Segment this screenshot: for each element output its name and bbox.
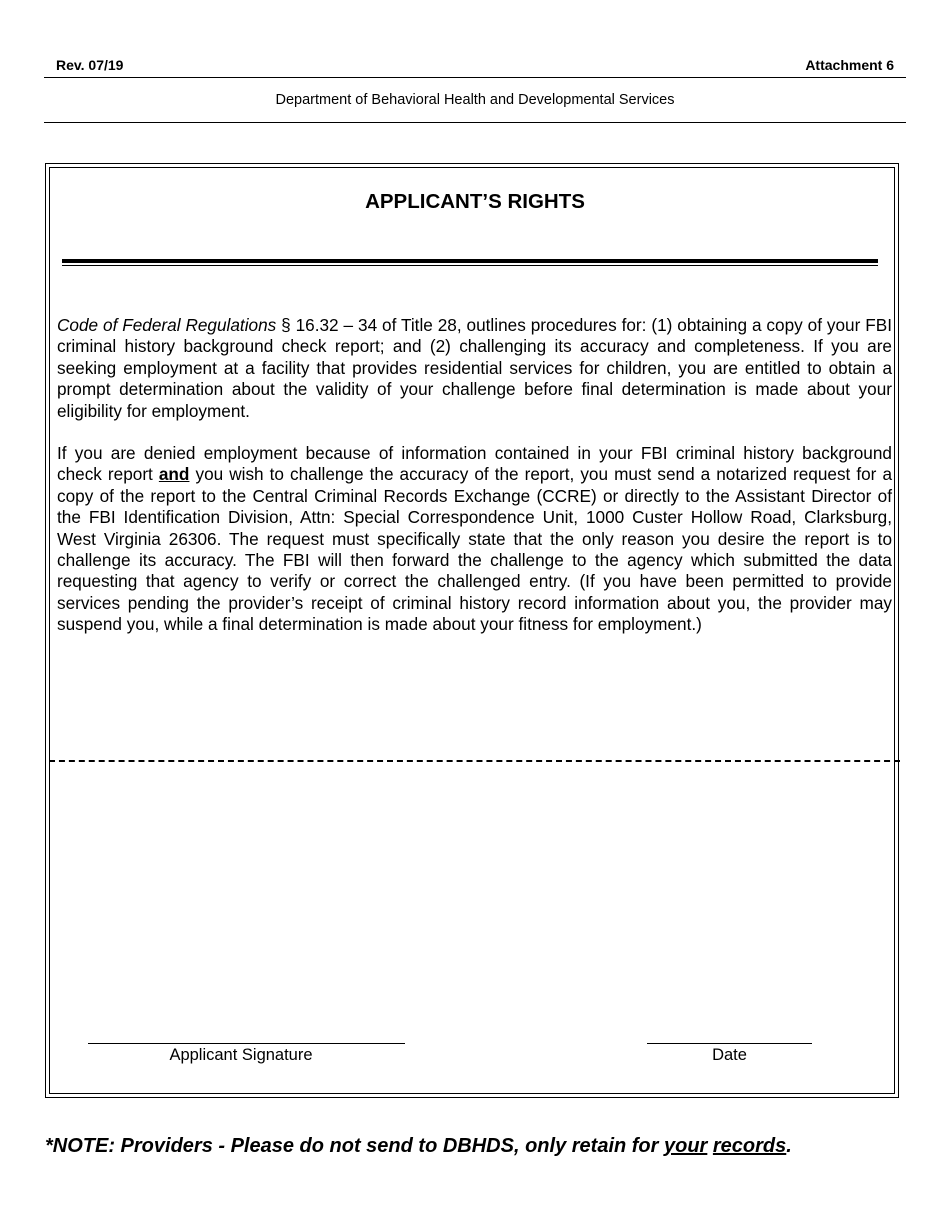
note-records: records	[712, 1135, 787, 1157]
signature-line[interactable]	[88, 1043, 405, 1044]
date-line[interactable]	[647, 1043, 812, 1044]
paragraph-regulations-text: § 16.32 – 34 of Title 28, outlines procedures for: (1) obtaining a copy of your FBI criminal history background check report; and (2) challenging its accuracy and completeness. If you are seeking employment at a facility that provides residential services for children, you are entitled to obtain a prompt determination about the validity of your challenge before final determination is made about your eligibility for employment.	[57, 315, 892, 421]
dashed-divider	[49, 760, 900, 762]
form-title: APPLICANT’S RIGHTS	[365, 190, 585, 213]
emphasis-and: and	[158, 464, 190, 485]
date-label: Date	[712, 1046, 747, 1064]
paragraph-regulations	[57, 315, 892, 422]
note-period: .	[786, 1135, 792, 1157]
paragraph-challenge-text-2: you wish to challenge the accuracy of the report, you must send a notarized request for a copy of the report to the Central Criminal Records Exchange (CCRE) or directly to the Assistant Director of the FBI Identification Division, Attn: Special Correspondence Unit, 1000 Custer Hollow Road, Clarksburg, West Virginia 26306. The request must specifically state that the only reason you desire the report is to challenge its accuracy. The FBI will then forward the challenge to the agency which submitted the data requesting that agency to verify or correct the challenged entry. (If you have been permitted to provide services pending the provider’s receipt of criminal history record information about you, the provider may suspend you, while a final determination is made about your fitness for employment.)	[57, 464, 892, 635]
regulation-citation: Code of Federal Regulations	[57, 315, 277, 335]
header-rule-top	[44, 77, 906, 78]
note-text: *NOTE: Providers - Please do not send to DBHDS, only retain for	[45, 1135, 664, 1157]
note-your: your	[663, 1135, 708, 1157]
title-rule-thick	[62, 259, 878, 263]
title-rule-thin	[62, 265, 878, 266]
signature-label: Applicant Signature	[169, 1046, 313, 1064]
paragraph-challenge-procedure	[57, 443, 892, 636]
header-rule-bottom	[44, 122, 906, 123]
paragraph-challenge-text-1: If you are denied employment because of information contained in your FBI criminal history background check report	[57, 443, 892, 485]
provider-note	[45, 1135, 792, 1158]
revision-label: Rev. 07/19	[56, 57, 124, 73]
department-name: Department of Behavioral Health and Developmental Services	[275, 92, 675, 108]
attachment-label: Attachment 6	[805, 57, 894, 73]
